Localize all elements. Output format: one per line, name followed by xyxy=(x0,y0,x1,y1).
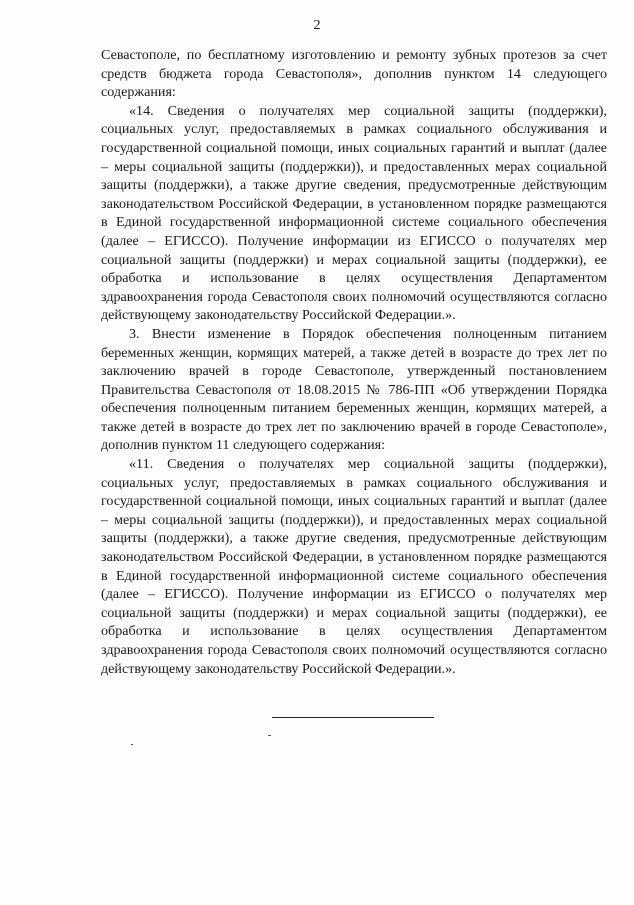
scan-speck xyxy=(131,744,133,745)
paragraph-clause-11: «11. Сведения о получателях мер социальной защиты (поддержки), социальных услуг, предоставляемых в рамках социального обслуживания и государственной социальной помощи, иных социальных гарантий и выплат (далее – меры социальной защиты (поддержки)), и предоставленных мерах социальной защиты (поддержки), а также другие сведения, предусмотренные действующим законодательством Российской Федерации, в установленном порядке размещаются в Единой государственной информационной системе социального обеспечения (далее – ЕГИССО). Получение информации из ЕГИССО о получателях мер социальной защиты (поддержки) и мерах социальной защиты (поддержки), ее обработка и использование в целях осуществления Департаментом здравоохранения города Севастополя своих полномочий осуществляются согласно действующему законодательству Российской Федерации.». xyxy=(101,456,607,677)
document-body xyxy=(101,46,607,678)
page-number: 2 xyxy=(313,18,321,33)
paragraph-clause-14: «14. Сведения о получателях мер социальной защиты (поддержки), социальных услуг, предоставляемых в рамках социального обслуживания и государственной социальной помощи, иных социальных гарантий и выплат (далее – меры социальной защиты (поддержки)), и предоставленных мерах социальной защиты (поддержки), а также другие сведения, предусмотренные действующим законодательством Российской Федерации, в установленном порядке размещаются в Единой государственной информационной системе социального обеспечения (далее – ЕГИССО). Получение информации из ЕГИССО о получателях мер социальной защиты (поддержки) и мерах социальной защиты (поддержки), ее обработка и использование в целях осуществления Департаментом здравоохранения города Севастополя своих полномочий осуществляются согласно действующему законодательству Российской Федерации.». xyxy=(101,102,607,324)
paragraph-item-3: 3. Внести изменение в Порядок обеспечения полноценным питанием беременных женщин, кормящих матерей, а также детей в возрасте до трех лет по заключению врачей в городе Севастополе, утвержденный постановлением Правительства Севастополя от 18.08.2015 № 786-ПП «Об утверждении Порядка обеспечения полноценным питанием беременных женщин, кормящих матерей, а также детей в возрасте до трех лет по заключению врачей в городе Севастополе», дополнив пунктом 11 следующего содержания: xyxy=(101,325,607,454)
paragraph-continuation: Севастополе, по бесплатному изготовлению и ремонту зубных протезов за счет средств бюджета города Севастополя», дополнив пунктом 14 следующего содержания: xyxy=(101,47,607,101)
scan-speck xyxy=(268,735,271,736)
end-of-text-divider xyxy=(272,717,434,718)
